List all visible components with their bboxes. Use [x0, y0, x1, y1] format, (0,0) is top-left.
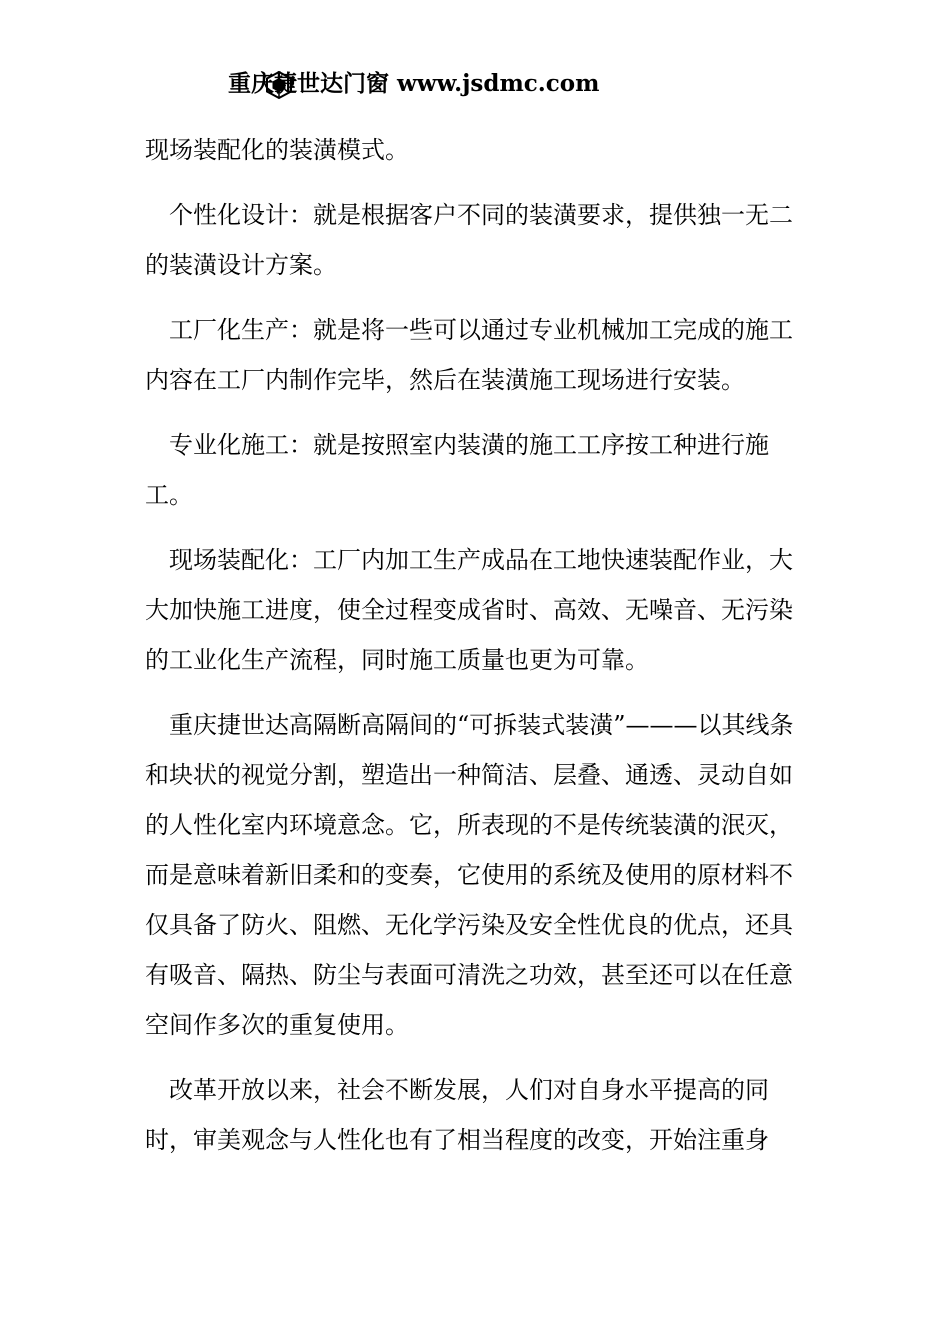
paragraph-removable-decoration: 重庆捷世达高隔断高隔间的“可拆装式装潢”———以其线条和块状的视觉分割，塑造出一种简洁、层叠、通透、灵动自如的人性化室内环境意念。它，所表现的不是传统装潢的泯灭，而是意味着新旧柔和的变奏，它使用的系统及使用的原材料不仅具备了防火、阻燃、无化学污染及安全性优良的优点，还具有吸音、隔热、防尘与表面可清洗之功效，甚至还可以在任意空间作多次的重复使用。	[145, 711, 794, 1039]
page-header	[228, 64, 599, 104]
paragraph-reform-opening: 改革开放以来，社会不断发展，人们对自身水平提高的同时，审美观念与人性化也有了相当程度的改变，开始注重身	[145, 1076, 769, 1154]
paragraph-continuation: 现场装配化的装潢模式。	[145, 136, 409, 164]
paragraph-onsite-assembly: 现场装配化：工厂内加工生产成品在工地快速装配作业，大大加快施工进度，使全过程变成省时、高效、无噪音、无污染的工业化生产流程，同时施工质量也更为可靠。	[145, 546, 793, 674]
paragraph-factory-production: 工厂化生产：就是将一些可以通过专业机械加工完成的施工内容在工厂内制作完毕，然后在装潢施工现场进行安装。	[145, 316, 793, 394]
document-body	[145, 125, 810, 1180]
header-title: 重庆捷世达门窗 www.jsdmc.com	[228, 70, 600, 97]
paragraph-professional-construction: 专业化施工：就是按照室内装潢的施工工序按工种进行施工。	[145, 431, 769, 509]
paragraph-personalized-design: 个性化设计：就是根据客户不同的装潢要求，提供独一无二的装潢设计方案。	[145, 201, 793, 279]
